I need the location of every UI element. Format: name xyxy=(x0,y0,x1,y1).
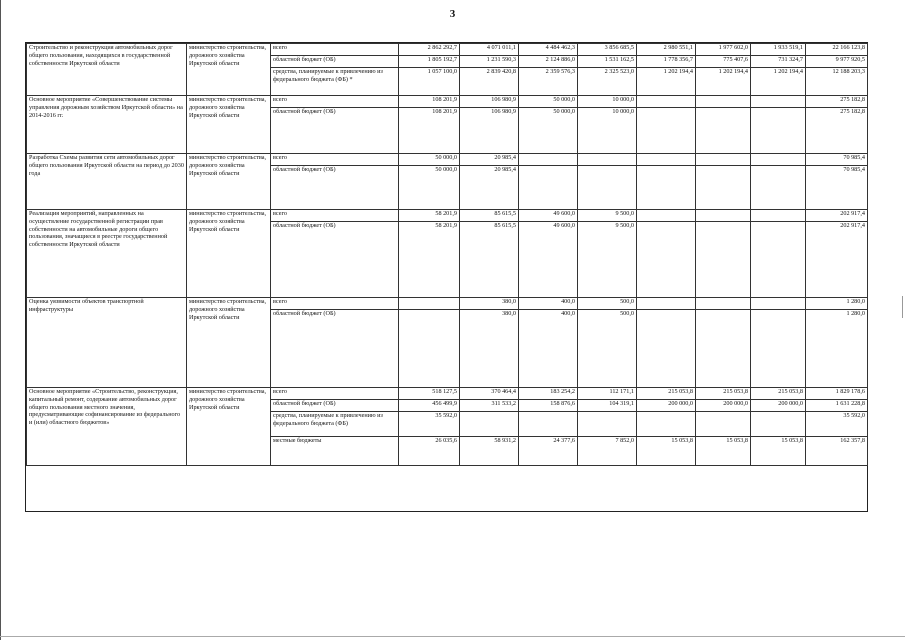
year-value-cell: 400,0 xyxy=(519,310,578,388)
total-value-cell: 1 631 228,8 xyxy=(806,400,868,412)
year-value-cell: 112 171,1 xyxy=(578,388,637,400)
year-value-cell: 731 324,7 xyxy=(751,56,806,68)
year-value-cell xyxy=(637,412,696,437)
funding-source-cell: всего xyxy=(271,210,399,222)
year-value-cell: 158 876,6 xyxy=(519,400,578,412)
year-value-cell xyxy=(460,412,519,437)
year-value-cell: 215 053,8 xyxy=(751,388,806,400)
funding-source-cell: областной бюджет (ОБ) xyxy=(271,166,399,210)
year-value-cell: 108 201,9 xyxy=(399,96,460,108)
year-value-cell: 10 000,0 xyxy=(578,96,637,108)
year-value-cell: 200 000,0 xyxy=(696,400,751,412)
activity-description: Оценка уязвимости объектов транспортной инфраструктуры xyxy=(27,298,187,388)
year-value-cell: 1 531 162,5 xyxy=(578,56,637,68)
activity-description: Основное мероприятие «Строительство, реконструкция, капитальный ремонт, содержание автомобильных дорог общего пользования местного значения, предусматривающие софинансирование из федерального и (или) областного бюджетов» xyxy=(27,388,187,466)
year-value-cell: 50 000,0 xyxy=(519,96,578,108)
year-value-cell xyxy=(578,154,637,166)
year-value-cell: 58 931,2 xyxy=(460,437,519,466)
year-value-cell xyxy=(751,166,806,210)
year-value-cell xyxy=(637,298,696,310)
funding-source-cell: областной бюджет (ОБ) xyxy=(271,56,399,68)
year-value-cell: 1 805 192,7 xyxy=(399,56,460,68)
year-value-cell xyxy=(399,310,460,388)
year-value-cell: 104 319,1 xyxy=(578,400,637,412)
year-value-cell xyxy=(637,310,696,388)
year-value-cell xyxy=(751,298,806,310)
total-value-cell: 35 592,0 xyxy=(806,412,868,437)
year-value-cell: 26 035,6 xyxy=(399,437,460,466)
year-value-cell xyxy=(519,412,578,437)
year-value-cell: 10 000,0 xyxy=(578,108,637,154)
year-value-cell: 370 464,4 xyxy=(460,388,519,400)
year-value-cell xyxy=(751,210,806,222)
funding-source-cell: всего xyxy=(271,388,399,400)
year-value-cell: 500,0 xyxy=(578,310,637,388)
year-value-cell: 50 000,0 xyxy=(399,166,460,210)
total-value-cell: 22 166 123,8 xyxy=(806,44,868,56)
activity-description: Разработка Схемы развития сети автомобильных дорог общего пользования Иркутской области на период до 2030 года xyxy=(27,154,187,210)
year-value-cell: 215 053,8 xyxy=(696,388,751,400)
year-value-cell xyxy=(751,154,806,166)
year-value-cell xyxy=(696,222,751,298)
year-value-cell: 15 053,8 xyxy=(751,437,806,466)
total-value-cell: 70 985,4 xyxy=(806,154,868,166)
year-value-cell xyxy=(399,298,460,310)
table-body xyxy=(27,44,868,466)
year-value-cell xyxy=(637,108,696,154)
table-row xyxy=(27,154,868,166)
year-value-cell xyxy=(519,166,578,210)
total-value-cell: 9 977 920,5 xyxy=(806,56,868,68)
year-value-cell xyxy=(696,310,751,388)
year-value-cell: 7 852,0 xyxy=(578,437,637,466)
year-value-cell: 49 600,0 xyxy=(519,222,578,298)
year-value-cell: 50 000,0 xyxy=(399,154,460,166)
scan-bottom-edge xyxy=(0,636,905,637)
total-value-cell: 1 829 178,6 xyxy=(806,388,868,400)
scan-left-edge xyxy=(0,0,1,640)
year-value-cell xyxy=(637,222,696,298)
year-value-cell xyxy=(751,310,806,388)
year-value-cell xyxy=(751,108,806,154)
year-value-cell xyxy=(696,210,751,222)
year-value-cell: 2 325 523,0 xyxy=(578,68,637,96)
year-value-cell: 2 980 551,1 xyxy=(637,44,696,56)
total-value-cell: 275 182,8 xyxy=(806,96,868,108)
funding-source-cell: всего xyxy=(271,154,399,166)
year-value-cell: 4 484 462,3 xyxy=(519,44,578,56)
year-value-cell xyxy=(637,154,696,166)
year-value-cell: 1 231 590,3 xyxy=(460,56,519,68)
year-value-cell: 215 053,8 xyxy=(637,388,696,400)
total-value-cell: 162 357,8 xyxy=(806,437,868,466)
total-value-cell: 275 182,8 xyxy=(806,108,868,154)
executor-cell: министерство строительства, дорожного хозяйства Иркутской области xyxy=(187,210,271,298)
year-value-cell xyxy=(751,222,806,298)
year-value-cell: 1 202 194,4 xyxy=(751,68,806,96)
year-value-cell: 85 615,5 xyxy=(460,210,519,222)
year-value-cell xyxy=(637,166,696,210)
table-row xyxy=(27,298,868,310)
year-value-cell xyxy=(751,96,806,108)
page-number: 3 xyxy=(449,8,456,20)
table-row xyxy=(27,210,868,222)
year-value-cell: 200 000,0 xyxy=(751,400,806,412)
activity-description: Строительство и реконструкция автомобильных дорог общего пользования, находящихся в государственной собственности Иркутской области xyxy=(27,44,187,96)
year-value-cell: 1 933 519,1 xyxy=(751,44,806,56)
funding-source-cell: областной бюджет (ОБ) xyxy=(271,400,399,412)
funding-source-cell: средства, планируемые к привлечению из федерального бюджета (ФБ) xyxy=(271,412,399,437)
year-value-cell: 35 592,0 xyxy=(399,412,460,437)
year-value-cell: 49 600,0 xyxy=(519,210,578,222)
year-value-cell: 85 615,5 xyxy=(460,222,519,298)
funding-source-cell: всего xyxy=(271,298,399,310)
year-value-cell xyxy=(696,154,751,166)
year-value-cell: 1 778 356,7 xyxy=(637,56,696,68)
year-value-cell xyxy=(637,96,696,108)
year-value-cell xyxy=(696,108,751,154)
total-value-cell: 12 188 203,3 xyxy=(806,68,868,96)
year-value-cell: 3 856 685,5 xyxy=(578,44,637,56)
executor-cell: министерство строительства, дорожного хозяйства Иркутской области xyxy=(187,96,271,154)
executor-cell: министерство строительства, дорожного хозяйства Иркутской области xyxy=(187,298,271,388)
year-value-cell: 9 500,0 xyxy=(578,222,637,298)
year-value-cell: 400,0 xyxy=(519,298,578,310)
total-value-cell: 70 985,4 xyxy=(806,166,868,210)
year-value-cell: 24 377,6 xyxy=(519,437,578,466)
table-row xyxy=(27,388,868,400)
table-row xyxy=(27,96,868,108)
funding-source-cell: областной бюджет (ОБ) xyxy=(271,108,399,154)
year-value-cell xyxy=(578,412,637,437)
year-value-cell: 106 980,9 xyxy=(460,96,519,108)
funding-source-cell: местные бюджеты xyxy=(271,437,399,466)
year-value-cell: 106 980,9 xyxy=(460,108,519,154)
total-value-cell: 202 917,4 xyxy=(806,222,868,298)
activity-description: Основное мероприятие «Совершенствование системы управления дорожным хозяйством Иркутской области» на 2014-2016 гг. xyxy=(27,96,187,154)
year-value-cell: 9 500,0 xyxy=(578,210,637,222)
year-value-cell: 1 202 194,4 xyxy=(696,68,751,96)
year-value-cell: 20 985,4 xyxy=(460,166,519,210)
table-row xyxy=(27,44,868,56)
year-value-cell: 500,0 xyxy=(578,298,637,310)
year-value-cell: 1 057 100,0 xyxy=(399,68,460,96)
year-value-cell xyxy=(519,154,578,166)
year-value-cell: 518 127,5 xyxy=(399,388,460,400)
total-value-cell: 202 917,4 xyxy=(806,210,868,222)
year-value-cell: 4 071 011,1 xyxy=(460,44,519,56)
executor-cell: министерство строительства, дорожного хозяйства Иркутской области xyxy=(187,154,271,210)
scan-right-mark xyxy=(902,296,903,318)
year-value-cell: 15 053,8 xyxy=(696,437,751,466)
year-value-cell xyxy=(696,96,751,108)
executor-cell: министерство строительства, дорожного хозяйства Иркутской области xyxy=(187,388,271,466)
year-value-cell: 456 499,9 xyxy=(399,400,460,412)
year-value-cell: 50 000,0 xyxy=(519,108,578,154)
budget-table xyxy=(26,43,868,466)
year-value-cell: 108 201,9 xyxy=(399,108,460,154)
year-value-cell: 1 202 194,4 xyxy=(637,68,696,96)
year-value-cell xyxy=(696,298,751,310)
year-value-cell: 20 985,4 xyxy=(460,154,519,166)
funding-source-cell: средства, планируемые к привлечению из федерального бюджета (ФБ) * xyxy=(271,68,399,96)
funding-source-cell: всего xyxy=(271,96,399,108)
funding-source-cell: областной бюджет (ОБ) xyxy=(271,310,399,388)
year-value-cell xyxy=(637,210,696,222)
year-value-cell: 1 977 602,0 xyxy=(696,44,751,56)
total-value-cell: 1 280,0 xyxy=(806,298,868,310)
year-value-cell xyxy=(751,412,806,437)
budget-table-frame xyxy=(25,42,868,512)
year-value-cell: 311 533,2 xyxy=(460,400,519,412)
executor-cell: министерство строительства, дорожного хозяйства Иркутской области xyxy=(187,44,271,96)
year-value-cell: 775 407,6 xyxy=(696,56,751,68)
year-value-cell: 2 359 576,3 xyxy=(519,68,578,96)
year-value-cell xyxy=(696,166,751,210)
funding-source-cell: областной бюджет (ОБ) xyxy=(271,222,399,298)
year-value-cell: 200 000,0 xyxy=(637,400,696,412)
year-value-cell: 15 053,8 xyxy=(637,437,696,466)
year-value-cell: 380,0 xyxy=(460,298,519,310)
year-value-cell: 58 201,9 xyxy=(399,222,460,298)
year-value-cell: 183 254,2 xyxy=(519,388,578,400)
year-value-cell xyxy=(578,166,637,210)
funding-source-cell: всего xyxy=(271,44,399,56)
year-value-cell: 58 201,9 xyxy=(399,210,460,222)
year-value-cell: 2 862 292,7 xyxy=(399,44,460,56)
year-value-cell: 380,0 xyxy=(460,310,519,388)
total-value-cell: 1 280,0 xyxy=(806,310,868,388)
year-value-cell: 2 839 420,8 xyxy=(460,68,519,96)
year-value-cell: 2 124 886,0 xyxy=(519,56,578,68)
activity-description: Реализация мероприятий, направленных на осуществление государственной регистрации прав собственности на автомобильные дороги общего пользования, значащиеся в реестре государственной собственности Иркутской области xyxy=(27,210,187,298)
year-value-cell xyxy=(696,412,751,437)
